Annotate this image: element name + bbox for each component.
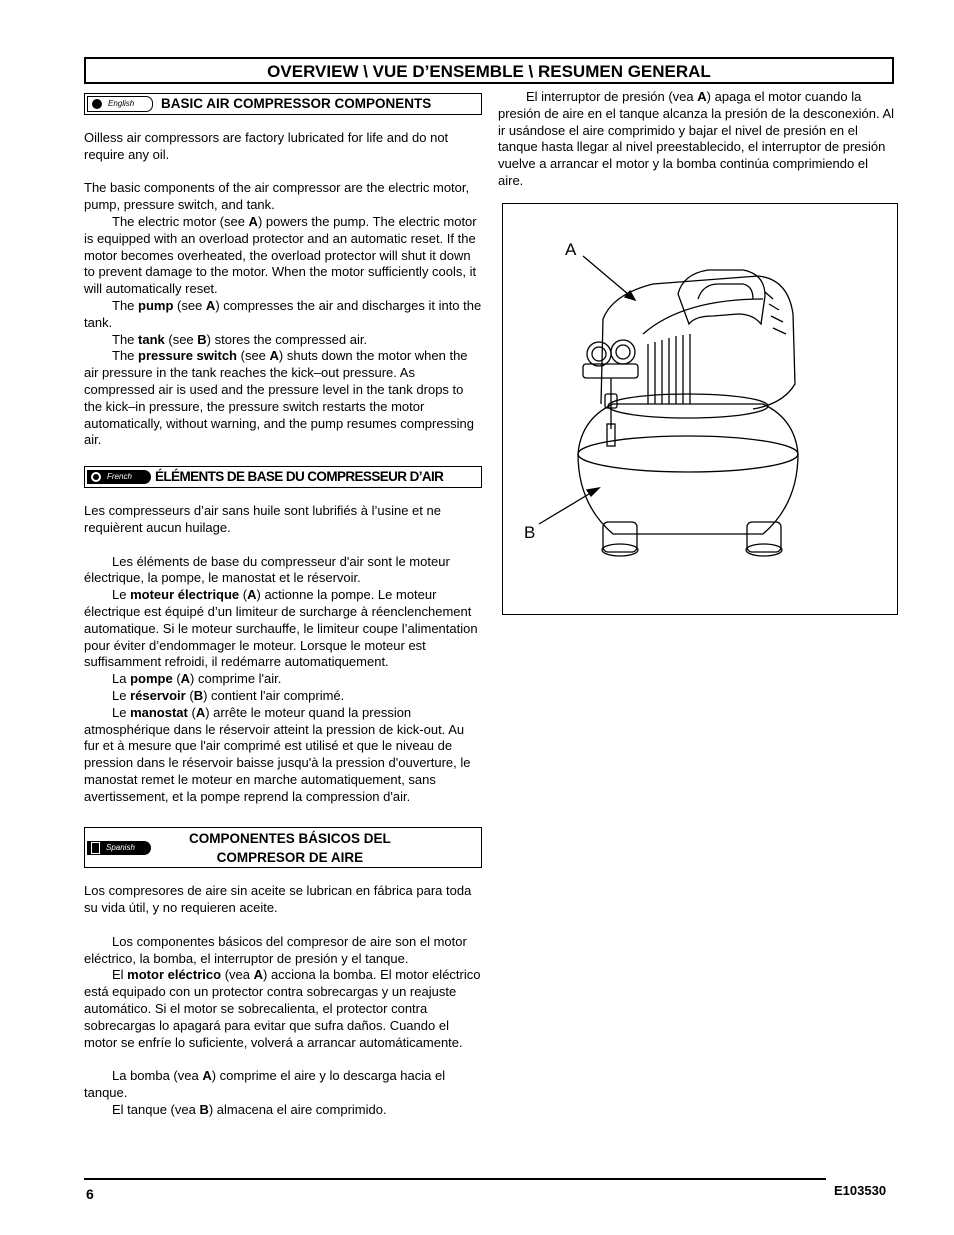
spanish-language-tab <box>87 841 151 855</box>
french-paragraph-3: Le moteur électrique (A) actionne la pompe. Le moteur électrique est équipé d’un limiteur de surcharge à réenclenchement automatique. Si le moteur surchauffe, le limiteur coupe l’alimentation pour éviter d’endommager le moteur. Lorsque le moteur est suffisamment refroidi, il redémarre automatiquement. <box>84 587 478 670</box>
spanish-paragraph-4: La bomba (vea A) comprime el aire y lo descarga hacia el tanque. <box>84 1068 446 1101</box>
french-paragraph-4: La pompe (A) comprime l'air. <box>112 671 282 687</box>
french-heading-text: ÉLÉMENTS DE BASE DU COMPRESSEUR D’AIR <box>155 468 444 484</box>
right-column <box>498 89 896 190</box>
footer-divider <box>84 1178 826 1180</box>
french-language-tab <box>87 470 151 484</box>
language-square-icon <box>91 842 100 854</box>
callout-a-label: A <box>565 240 577 259</box>
english-heading-text: BASIC AIR COMPRESSOR COMPONENTS <box>161 95 432 111</box>
english-paragraph-4: The pump (see A) compresses the air and discharges it into the tank. <box>84 297 482 330</box>
english-tab-label: English <box>108 98 135 108</box>
english-paragraph-3: The electric motor (see A) powers the pump. The electric motor is equipped with an overload protector and an automatic reset. If the motor becomes overheated, the overload protector will shut it down to prevent damage to the motor. When the motor sufficiently cools, it will automatically reset. <box>84 213 477 297</box>
air-compressor-illustration <box>503 204 897 614</box>
spanish-paragraph-2: Los componentes básicos del compresor de aire son el motor eléctrico, la bomba, el interruptor de presión y el tanque. <box>84 933 467 966</box>
compressor-figure <box>502 203 898 615</box>
french-section-heading <box>84 466 482 488</box>
english-paragraph-6: The pressure switch (see A) shuts down the motor when the air pressure in the tank reaches the kick–out pressure. As compressed air is used and the pressure level in the tank drops to the kick–in pressure, the pressure switch restarts the motor automatically, without warning, and the pump resumes compressing air. <box>84 348 474 448</box>
english-paragraph-1: Oilless air compressors are factory lubricated for life and do not require any oil. <box>84 130 449 162</box>
spanish-heading-text: COMPONENTES BÁSICOS DEL COMPRESOR DE AIRE <box>189 830 391 865</box>
spanish-paragraph-6: El interruptor de presión (vea A) apaga el motor cuando la presión de aire en el tanque alcanza la presión de la desconexión. Al ir usándose el aire comprimido y bajar el nivel de presión en el tanque hasta llegar al nivel preestablecido, el interruptor de presión vuelve a arrancar el motor y la bomba continúa comprimiendo el aire. <box>498 89 895 188</box>
spanish-paragraph-5: El tanque (vea B) almacena el aire comprimido. <box>112 1101 387 1117</box>
left-column <box>84 93 482 1119</box>
spanish-section-heading <box>84 827 482 868</box>
document-id: E103530 <box>834 1183 887 1198</box>
page-title: OVERVIEW \ VUE D’ENSEMBLE \ RESUMEN GENERAL <box>84 57 894 84</box>
english-language-tab <box>87 96 153 112</box>
spanish-paragraph-3: El motor eléctrico (vea A) acciona la bomba. El motor eléctrico está equipado con un protector contra sobrecargas y un reajuste automático. Si el motor se sobrecalienta, el protector contra sobrecargas lo apagará para evitar que sufra daños. Cuando el motor se enfríe lo suficiente, volverá a arrancar automáticamente. <box>84 967 481 1050</box>
french-paragraph-1: Les compresseurs d’air sans huile sont lubrifiés à l’usine et ne requièrent aucun huilage. <box>84 503 441 535</box>
french-paragraph-2: Les éléments de base du compresseur d'air sont le moteur électrique, la pompe, le manostat et le réservoir. <box>84 553 450 586</box>
callout-b-label: B <box>524 523 536 542</box>
english-paragraph-5: The tank (see B) stores the compressed air. <box>112 331 368 347</box>
english-section-heading <box>84 93 482 115</box>
french-tab-label: French <box>107 471 132 481</box>
english-paragraph-2: The basic components of the air compressor are the electric motor, pump, pressure switch, and tank. <box>84 180 470 213</box>
spanish-paragraph-1: Los compresores de aire sin aceite se lubrican en fábrica para toda su vida útil, y no requieren aceite. <box>84 883 472 916</box>
french-paragraph-5: Le réservoir (B) contient l'air comprimé. <box>112 687 345 703</box>
language-dot-icon <box>92 99 102 109</box>
language-dot-icon <box>91 472 101 482</box>
french-paragraph-6: Le manostat (A) arrête le moteur quand la pression atmosphérique dans le réservoir atteint la pression de kick-out. Au fur et à mesure que l'air comprimé est utilisé et que le niveau de pression dans le réservoir baisse jusqu'à la pression d'ouverture, le manostat remet le moteur en marche automatiquement, sans avertissement, et la pompe reprend la compression d'air. <box>84 704 471 804</box>
spanish-tab-label: Spanish <box>106 842 135 852</box>
page-number: 6 <box>86 1186 94 1202</box>
